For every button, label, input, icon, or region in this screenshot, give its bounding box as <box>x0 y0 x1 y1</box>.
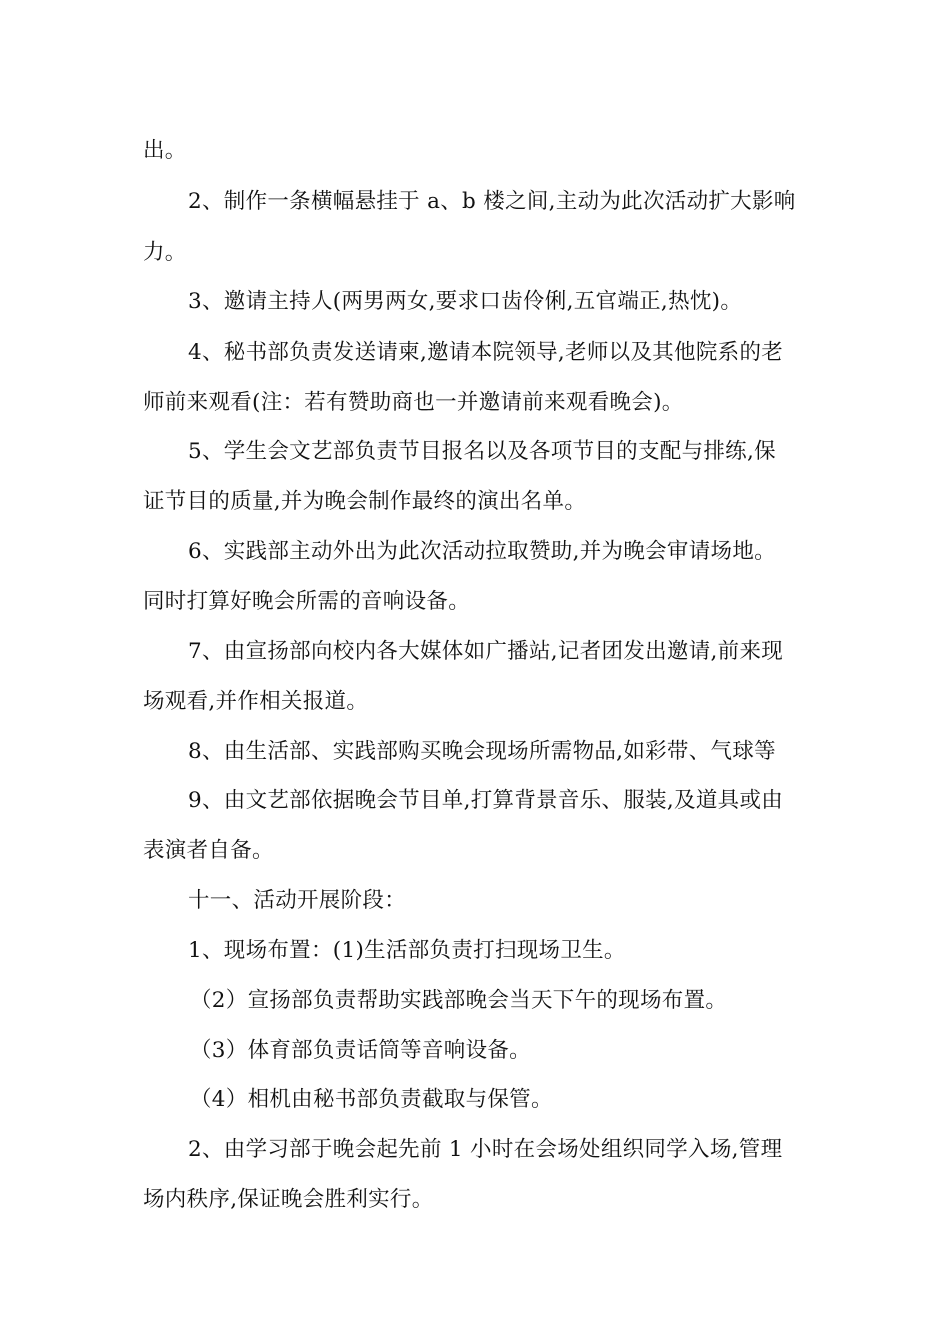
text-line: （2）宣扬部负责帮助实践部晚会当天下午的现场布置。 <box>190 988 728 1013</box>
text-line: 5、学生会文艺部负责节目报名以及各项节目的支配与排练,保 <box>188 439 776 464</box>
text-line: （4）相机由秘书部负责截取与保管。 <box>190 1087 553 1112</box>
text-line: 师前来观看(注：若有赞助商也一并邀请前来观看晚会)。 <box>143 390 684 415</box>
text-line: 7、由宣扬部向校内各大媒体如广播站,记者团发出邀请,前来现 <box>188 639 784 664</box>
text-line: 4、秘书部负责发送请柬,邀请本院领导,老师以及其他院系的老 <box>188 340 784 365</box>
text-line: 出。 <box>143 138 187 163</box>
text-line: 6、实践部主动外出为此次活动拉取赞助,并为晚会审请场地。 <box>188 539 776 564</box>
text-line: 9、由文艺部依据晚会节目单,打算背景音乐、服装,及道具或由 <box>188 788 784 813</box>
text-line: 3、邀请主持人(两男两女,要求口齿伶俐,五官端正,热忱)。 <box>188 289 743 314</box>
text-line: 力。 <box>143 240 187 265</box>
text-line: 表演者自备。 <box>143 838 274 863</box>
text-line: 场观看,并作相关报道。 <box>143 689 369 714</box>
text-line: 证节目的质量,并为晚会制作最终的演出名单。 <box>143 489 587 514</box>
text-line: （3）体育部负责话筒等音响设备。 <box>190 1038 531 1063</box>
text-line: 8、由生活部、实践部购买晚会现场所需物品,如彩带、气球等 <box>188 739 776 764</box>
text-line: 1、现场布置：(1)生活部负责打扫现场卫生。 <box>188 938 626 963</box>
text-line: 同时打算好晚会所需的音响设备。 <box>143 589 471 614</box>
text-line: 场内秩序,保证晚会胜利实行。 <box>143 1187 434 1212</box>
text-line: 2、制作一条横幅悬挂于 a、b 楼之间,主动为此次活动扩大影响 <box>188 189 796 214</box>
section-heading: 十一、活动开展阶段： <box>188 888 407 913</box>
text-line: 2、由学习部于晚会起先前 1 小时在会场处组织同学入场,管理 <box>188 1137 783 1162</box>
